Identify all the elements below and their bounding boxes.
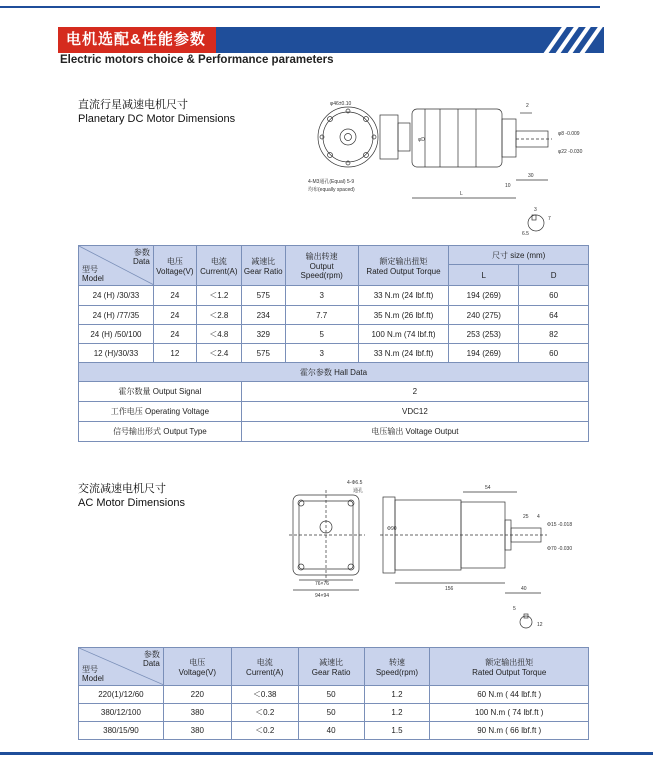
cell-d: 82 — [519, 325, 589, 344]
cell-current: ＜2.8 — [196, 306, 241, 325]
dc-dim-boss: φ22 -0.030 — [558, 149, 583, 155]
hall-title-row — [79, 363, 589, 382]
ac-dim-phi90: Φ90 — [387, 526, 397, 532]
cell-speed: 1.2 — [364, 686, 430, 704]
dc-header-speed-en: Output Speed(rpm) — [300, 262, 343, 280]
ac-header-ratio-cn: 减速比 — [319, 657, 344, 667]
cell-ratio: 575 — [241, 344, 285, 363]
cell-ratio: 40 — [298, 722, 364, 740]
ac-header-current — [231, 648, 298, 686]
dc-dim-2: 2 — [526, 103, 529, 109]
cell-torque: 33 N.m (24 lbf.ft) — [358, 286, 449, 306]
ac-motor-drawing — [285, 470, 590, 635]
cell-ratio: 329 — [241, 325, 285, 344]
cell-model: 380/15/90 — [79, 722, 164, 740]
ac-header-torque-en: Rated Output Torque — [472, 667, 547, 677]
cell-l: 194 (269) — [449, 344, 519, 363]
cell-l: 240 (275) — [449, 306, 519, 325]
dc-header-d: D — [519, 265, 589, 286]
dc-title-cn: 直流行星减速电机尺寸 — [78, 99, 188, 111]
ac-header-ratio-en: Gear Ratio — [311, 667, 351, 677]
cell-current: ＜0.38 — [231, 686, 298, 704]
cell-voltage: 12 — [153, 344, 196, 363]
dc-header-voltage-cn: 电压 — [166, 256, 183, 266]
dc-header-ratio — [241, 246, 285, 286]
header-stripes-decoration — [530, 27, 604, 53]
dc-header-voltage-en: Voltage(V) — [156, 266, 194, 276]
hall-label: 工作电压 Operating Voltage — [79, 402, 242, 422]
top-rule — [0, 6, 600, 8]
ac-dim-holes: 4-Φ6.5 — [347, 480, 363, 486]
ac-header-voltage-cn: 电压 — [189, 657, 206, 667]
ac-dim-156: 156 — [445, 586, 454, 592]
ac-header-speed-cn: 转速 — [388, 657, 405, 667]
hall-title: 霍尔参数 Hall Data — [79, 363, 589, 382]
dc-dim-30: 30 — [528, 173, 534, 179]
dc-title-en: Planetary DC Motor Dimensions — [78, 113, 236, 125]
hall-label: 信号输出形式 Output Type — [79, 422, 242, 442]
ac-header-model-cn: 型号 — [82, 665, 98, 674]
dc-header-speed-cn: 输出转速 — [305, 252, 338, 261]
cell-speed: 1.5 — [364, 722, 430, 740]
table-row — [79, 344, 589, 363]
dc-dim-7: 7 — [548, 216, 551, 222]
ac-header-model-en: Model — [82, 674, 104, 683]
cell-voltage: 380 — [163, 722, 231, 740]
ac-section-title — [78, 482, 185, 510]
cell-model: 220(1)/12/60 — [79, 686, 164, 704]
dc-header-current — [196, 246, 241, 286]
ac-header-current-cn: 电流 — [256, 657, 273, 667]
ac-dim-shaft: Φ15 -0.018 — [547, 522, 573, 528]
ac-header-ratio — [298, 648, 364, 686]
cell-d: 60 — [519, 344, 589, 363]
bottom-rule — [0, 752, 653, 755]
ac-spec-table — [78, 647, 589, 740]
cell-l: 253 (253) — [449, 325, 519, 344]
hall-row — [79, 422, 589, 442]
dc-header-l: L — [449, 265, 519, 286]
dc-header-param-cn: 参数 — [133, 248, 150, 257]
dc-spec-table — [78, 245, 589, 442]
cell-torque: 33 N.m (24 lbf.ft) — [358, 344, 449, 363]
dc-header-current-cn: 电流 — [210, 256, 227, 266]
cell-torque: 100 N.m (74 lbf.ft) — [358, 325, 449, 344]
cell-torque: 90 N.m ( 66 lbf.ft ) — [430, 722, 589, 740]
hall-value: 电压输出 Voltage Output — [241, 422, 588, 442]
cell-model: 24 (H) /77/35 — [79, 306, 154, 325]
ac-dim-40: 40 — [521, 586, 527, 592]
cell-current: ＜4.8 — [196, 325, 241, 344]
dc-dim-l: L — [460, 191, 463, 197]
ac-dim-key-5: 5 — [513, 606, 516, 612]
ac-header-voltage-en: Voltage(V) — [178, 667, 216, 677]
cell-speed: 3 — [285, 286, 358, 306]
table-row — [79, 286, 589, 306]
ac-header-torque — [430, 648, 589, 686]
cell-voltage: 24 — [153, 286, 196, 306]
dc-header-voltage — [153, 246, 196, 286]
dc-header-torque — [358, 246, 449, 286]
cell-voltage: 220 — [163, 686, 231, 704]
dc-header-ratio-cn: 减速比 — [251, 256, 276, 266]
hall-value: 2 — [241, 382, 588, 402]
ac-header-speed-en: Speed(rpm) — [375, 667, 419, 677]
table-row — [79, 722, 589, 740]
table-row — [79, 704, 589, 722]
ac-header-param-en: Data — [142, 659, 160, 668]
dc-dim-6-5: 6.5 — [522, 231, 529, 237]
ac-dim-key-12: 12 — [537, 622, 543, 628]
ac-dim-54: 54 — [485, 485, 491, 491]
cell-model: 12 (H)/30/33 — [79, 344, 154, 363]
cell-ratio: 234 — [241, 306, 285, 325]
ac-dim-76: 76×76 — [315, 581, 330, 587]
dc-header-speed — [285, 246, 358, 286]
dc-dim-3: 3 — [534, 207, 537, 213]
ac-header-model-data — [79, 648, 164, 686]
cell-torque: 35 N.m (26 lbf.ft) — [358, 306, 449, 325]
ac-header-voltage — [163, 648, 231, 686]
cell-speed: 7.7 — [285, 306, 358, 325]
dc-header-current-en: Current(A) — [200, 266, 238, 276]
hall-row — [79, 402, 589, 422]
cell-voltage: 24 — [153, 325, 196, 344]
cell-speed: 3 — [285, 344, 358, 363]
dc-header-model-data — [79, 246, 154, 286]
dc-dim-holes: 4-M3通孔(Equal) 5-9 — [308, 179, 355, 185]
dc-header-ratio-en: Gear Ratio — [243, 266, 283, 276]
ac-dim-4: 4 — [537, 514, 540, 520]
cell-torque: 60 N.m ( 44 lbf.ft ) — [430, 686, 589, 704]
dc-header-param-en: Data — [132, 257, 150, 266]
dc-dim-phid: φD — [418, 137, 425, 143]
dc-dim-pcd: φ46±0.10 — [330, 101, 352, 107]
page-title: 电机选配&性能参数 — [58, 27, 216, 53]
dc-header-model-en: Model — [82, 274, 104, 283]
ac-title-cn: 交流减速电机尺寸 — [78, 483, 166, 495]
ac-dim-94: 94×94 — [315, 593, 330, 599]
cell-current: ＜1.2 — [196, 286, 241, 306]
ac-header-speed — [364, 648, 430, 686]
dc-dim-10: 10 — [505, 183, 511, 189]
dc-dim-shaft: φ8 -0.009 — [558, 131, 580, 137]
cell-model: 24 (H) /50/100 — [79, 325, 154, 344]
cell-current: ＜0.2 — [231, 722, 298, 740]
ac-header-param-cn: 参数 — [143, 650, 160, 659]
dc-header-size: 尺寸 size (mm) — [449, 246, 589, 265]
cell-ratio: 50 — [298, 686, 364, 704]
cell-voltage: 380 — [163, 704, 231, 722]
cell-current: ＜0.2 — [231, 704, 298, 722]
dc-motor-drawing — [300, 95, 590, 245]
ac-title-en: AC Motor Dimensions — [78, 497, 185, 509]
ac-dim-boss: Φ70 -0.030 — [547, 546, 573, 552]
cell-ratio: 575 — [241, 286, 285, 306]
cell-speed: 1.2 — [364, 704, 430, 722]
cell-ratio: 50 — [298, 704, 364, 722]
cell-current: ＜2.4 — [196, 344, 241, 363]
cell-d: 60 — [519, 286, 589, 306]
table-row — [79, 306, 589, 325]
dc-dim-holes-en: 均布(equally spaced) — [308, 187, 355, 193]
table-row — [79, 686, 589, 704]
cell-model: 24 (H) /30/33 — [79, 286, 154, 306]
dc-header-model-cn: 型号 — [82, 265, 98, 274]
ac-dim-holes-cn: 通孔 — [353, 488, 364, 494]
dc-header-torque-cn: 额定输出扭矩 — [379, 256, 428, 266]
cell-model: 380/12/100 — [79, 704, 164, 722]
cell-voltage: 24 — [153, 306, 196, 325]
cell-d: 64 — [519, 306, 589, 325]
hall-row — [79, 382, 589, 402]
ac-header-torque-cn: 额定输出扭矩 — [485, 657, 534, 667]
dc-header-torque-en: Rated Output Torque — [366, 266, 441, 276]
table-row — [79, 325, 589, 344]
cell-torque: 100 N.m ( 74 lbf.ft ) — [430, 704, 589, 722]
hall-value: VDC12 — [241, 402, 588, 422]
ac-header-current-en: Current(A) — [246, 667, 284, 677]
dc-section-title — [78, 98, 235, 126]
cell-l: 194 (269) — [449, 286, 519, 306]
hall-label: 霍尔数量 Output Signal — [79, 382, 242, 402]
page-subtitle: Electric motors choice & Performance parameters — [60, 54, 334, 66]
cell-speed: 5 — [285, 325, 358, 344]
ac-dim-25: 25 — [523, 514, 529, 520]
